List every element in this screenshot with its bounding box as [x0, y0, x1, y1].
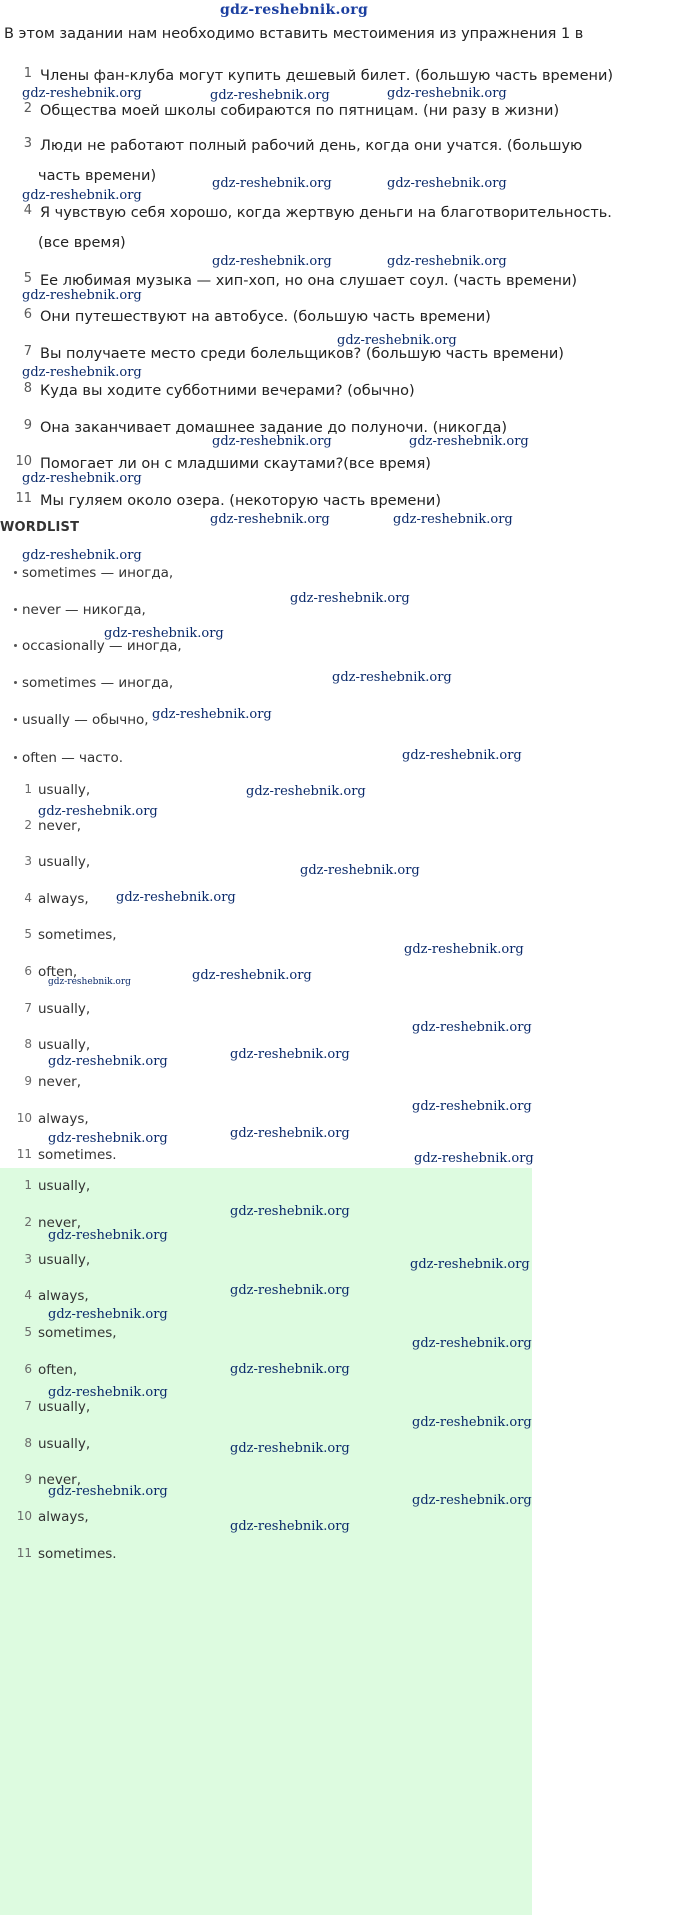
answer-number: 2 — [24, 1215, 32, 1229]
wordlist-item — [22, 712, 662, 728]
watermark: gdz-reshebnik.org — [152, 707, 272, 722]
answer-number: 2 — [24, 818, 32, 832]
watermark: gdz-reshebnik.org — [48, 1307, 168, 1322]
watermark: gdz-reshebnik.org — [48, 977, 131, 987]
answer-number: 10 — [16, 1111, 32, 1125]
answer-number: 1 — [24, 1178, 32, 1192]
answer-number: 6 — [24, 964, 32, 978]
exercise-text: Члены фан-клуба могут купить дешевый билет. (большую часть времени) — [40, 68, 614, 84]
wordlist-heading: WORDLIST — [0, 520, 80, 535]
answer-text: always, — [38, 1288, 89, 1304]
wordlist-item-label: occasionally — иногда, — [22, 638, 182, 654]
watermark: gdz-reshebnik.org — [387, 176, 507, 191]
answer-number: 3 — [24, 854, 32, 868]
answer-text: sometimes. — [38, 1546, 117, 1562]
watermark: gdz-reshebnik.org — [246, 784, 366, 799]
answer-text: usually, — [38, 1001, 91, 1017]
exercise-text: Я чувствую себя хорошо, когда жертвую деньги на благотворительность. — [40, 205, 612, 221]
exercise-number: 7 — [23, 344, 32, 359]
wordlist-item — [22, 675, 662, 691]
exercise-text: Помогает ли он с младшими скаутами?(все время) — [40, 456, 431, 472]
exercise-text: Люди не работают полный рабочий день, когда они учатся. (большую — [40, 138, 583, 154]
exercise-text: Она заканчивает домашнее задание до полуночи. (никогда) — [40, 420, 508, 436]
exercise-text: Ее любимая музыка — хип-хоп, но она слушает соул. (часть времени) — [40, 273, 578, 289]
bullet-icon — [14, 756, 17, 759]
watermark: gdz-reshebnik.org — [230, 1047, 350, 1062]
answer-number: 11 — [16, 1147, 32, 1161]
wordlist-item-label: usually — обычно, — [22, 712, 149, 728]
exercise-text-continuation: часть времени) — [38, 168, 157, 184]
exercise-text: Вы получаете место среди болельщиков? (большую часть времени) — [40, 346, 564, 362]
watermark: gdz-reshebnik.org — [48, 1228, 168, 1243]
watermark: gdz-reshebnik.org — [22, 548, 142, 563]
watermark: gdz-reshebnik.org — [22, 188, 142, 203]
answer-text: sometimes, — [38, 1325, 117, 1341]
watermark: gdz-reshebnik.org — [212, 434, 332, 449]
answer-text: never, — [38, 818, 81, 834]
watermark: gdz-reshebnik.org — [230, 1126, 350, 1141]
wordlist-item — [22, 750, 662, 766]
watermark: gdz-reshebnik.org — [22, 365, 142, 380]
answer-number: 4 — [24, 891, 32, 905]
exercise-number: 1 — [23, 66, 32, 81]
watermark: gdz-reshebnik.org — [387, 86, 507, 101]
watermark: gdz-reshebnik.org — [104, 626, 224, 641]
answer-text: always, — [38, 1509, 89, 1525]
watermark: gdz-reshebnik.org — [404, 942, 524, 957]
exercise-number: 5 — [23, 271, 32, 286]
answer-number: 11 — [16, 1546, 32, 1560]
watermark: gdz-reshebnik.org — [192, 968, 312, 983]
wordlist-item-label: never — никогда, — [22, 602, 146, 618]
wordlist-item — [22, 602, 662, 618]
watermark: gdz-reshebnik.org — [230, 1441, 350, 1456]
exercise-text: Они путешествуют на автобусе. (большую часть времени) — [40, 309, 491, 325]
watermark: gdz-reshebnik.org — [210, 512, 330, 527]
answer-number: 10 — [16, 1509, 32, 1523]
answer-number: 5 — [24, 1325, 32, 1339]
bullet-icon — [14, 718, 17, 721]
answer-number: 9 — [24, 1472, 32, 1486]
wordlist-item-label: often — часто. — [22, 750, 124, 766]
exercise-number: 9 — [23, 418, 32, 433]
exercise-number: 8 — [23, 381, 32, 396]
answer-text: usually, — [38, 1399, 91, 1415]
exercise-text: Общества моей школы собираются по пятницам. (ни разу в жизни) — [40, 103, 560, 119]
watermark-title: gdz-reshebnik.org — [220, 2, 369, 18]
bullet-icon — [14, 644, 17, 647]
exercise-number: 3 — [23, 136, 32, 151]
watermark: gdz-reshebnik.org — [22, 86, 142, 101]
answer-text: usually, — [38, 854, 91, 870]
wordlist-item — [22, 638, 662, 654]
watermark: gdz-reshebnik.org — [337, 333, 457, 348]
watermark: gdz-reshebnik.org — [210, 88, 330, 103]
exercise-number: 2 — [23, 101, 32, 116]
exercise-number: 11 — [15, 491, 32, 506]
bullet-icon — [14, 571, 17, 574]
watermark: gdz-reshebnik.org — [22, 471, 142, 486]
watermark: gdz-reshebnik.org — [412, 1020, 532, 1035]
answer-number: 1 — [24, 782, 32, 796]
bullet-icon — [14, 681, 17, 684]
answer-text: often, — [38, 1362, 78, 1378]
watermark: gdz-reshebnik.org — [230, 1204, 350, 1219]
watermark: gdz-reshebnik.org — [410, 1257, 530, 1272]
watermark: gdz-reshebnik.org — [230, 1519, 350, 1534]
answer-text: usually, — [38, 1436, 91, 1452]
task-intro: В этом задании нам необходимо вставить местоимения из упражнения 1 в — [4, 26, 584, 42]
watermark: gdz-reshebnik.org — [387, 254, 507, 269]
exercise-text-continuation: (все время) — [38, 235, 126, 251]
exercise-number: 10 — [15, 454, 32, 469]
wordlist-item — [22, 565, 662, 581]
answer-text: always, — [38, 891, 89, 907]
exercise-text: Мы гуляем около озера. (некоторую часть времени) — [40, 493, 442, 509]
watermark: gdz-reshebnik.org — [332, 670, 452, 685]
watermark: gdz-reshebnik.org — [414, 1151, 534, 1166]
answer-text: sometimes, — [38, 927, 117, 943]
watermark: gdz-reshebnik.org — [116, 890, 236, 905]
watermark: gdz-reshebnik.org — [230, 1283, 350, 1298]
answer-number: 8 — [24, 1037, 32, 1051]
watermark: gdz-reshebnik.org — [300, 863, 420, 878]
answer-text: never, — [38, 1472, 81, 1488]
watermark: gdz-reshebnik.org — [212, 254, 332, 269]
answer-number: 3 — [24, 1252, 32, 1266]
answer-text: always, — [38, 1111, 89, 1127]
answer-number: 7 — [24, 1001, 32, 1015]
answer-text: usually, — [38, 1178, 91, 1194]
watermark: gdz-reshebnik.org — [48, 1054, 168, 1069]
watermark: gdz-reshebnik.org — [412, 1415, 532, 1430]
watermark: gdz-reshebnik.org — [393, 512, 513, 527]
watermark: gdz-reshebnik.org — [212, 176, 332, 191]
watermark: gdz-reshebnik.org — [412, 1493, 532, 1508]
answer-text: often, — [38, 964, 78, 980]
exercise-number: 4 — [23, 203, 32, 218]
watermark: gdz-reshebnik.org — [48, 1131, 168, 1146]
answer-text: never, — [38, 1074, 81, 1090]
watermark: gdz-reshebnik.org — [412, 1099, 532, 1114]
watermark: gdz-reshebnik.org — [48, 1385, 168, 1400]
answer-number: 4 — [24, 1288, 32, 1302]
wordlist-item-label: sometimes — иногда, — [22, 565, 174, 581]
watermark: gdz-reshebnik.org — [409, 434, 529, 449]
watermark: gdz-reshebnik.org — [230, 1362, 350, 1377]
watermark: gdz-reshebnik.org — [290, 591, 410, 606]
bullet-icon — [14, 608, 17, 611]
answer-number: 6 — [24, 1362, 32, 1376]
watermark: gdz-reshebnik.org — [48, 1484, 168, 1499]
answer-number: 5 — [24, 927, 32, 941]
answer-text: usually, — [38, 1037, 91, 1053]
watermark: gdz-reshebnik.org — [38, 804, 158, 819]
answers-highlight-block — [0, 1168, 532, 1915]
answer-number: 8 — [24, 1436, 32, 1450]
answer-text: usually, — [38, 1252, 91, 1268]
exercise-number: 6 — [23, 307, 32, 322]
watermark: gdz-reshebnik.org — [412, 1336, 532, 1351]
answer-number: 9 — [24, 1074, 32, 1088]
wordlist-item-label: sometimes — иногда, — [22, 675, 174, 691]
answer-number: 7 — [24, 1399, 32, 1413]
answer-text: usually, — [38, 782, 91, 798]
answer-text: sometimes. — [38, 1147, 117, 1163]
answer-text: never, — [38, 1215, 81, 1231]
exercise-text: Куда вы ходите субботними вечерами? (обычно) — [40, 383, 415, 399]
watermark: gdz-reshebnik.org — [22, 288, 142, 303]
watermark: gdz-reshebnik.org — [402, 748, 522, 763]
